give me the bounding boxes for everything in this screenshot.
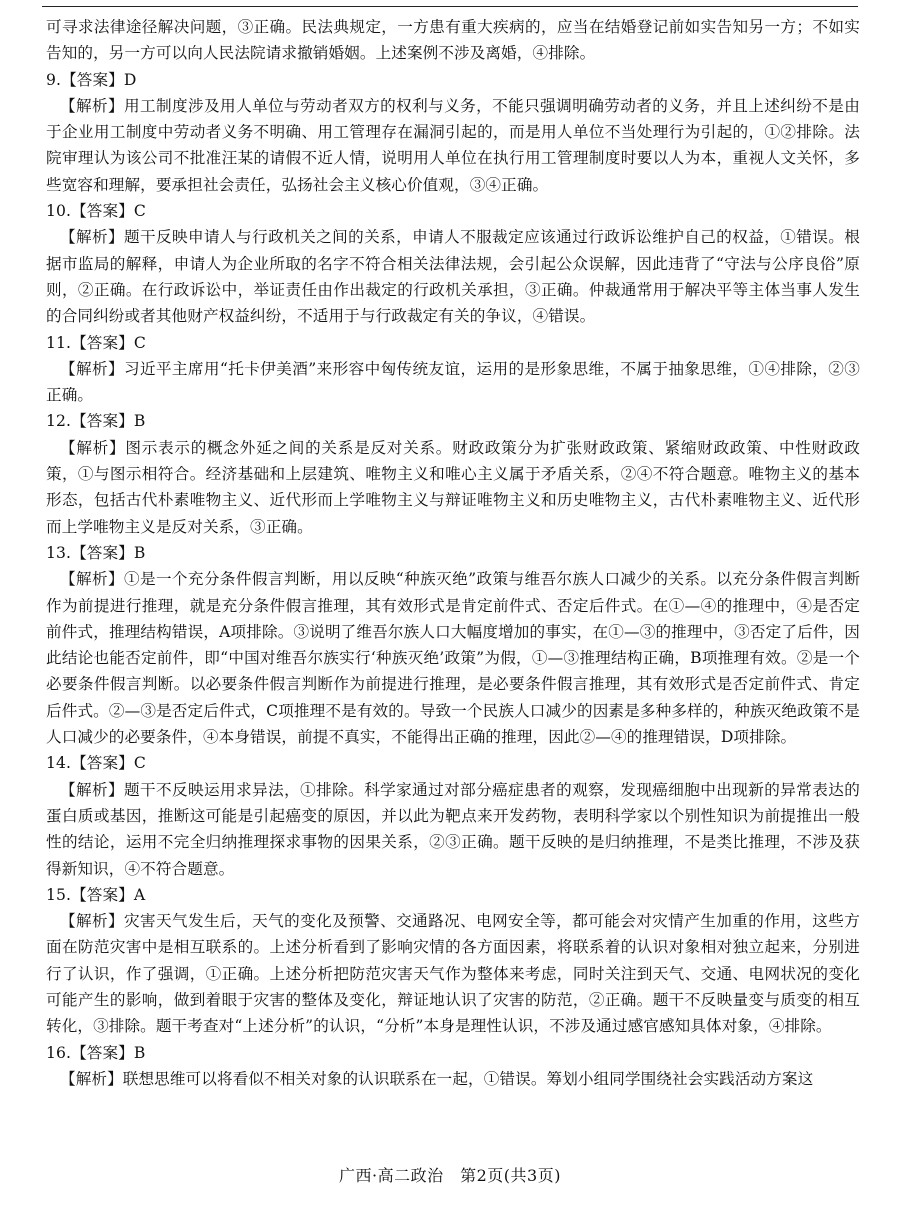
page-footer: 广西·高二政治 第2页(共3页)	[339, 1166, 561, 1185]
explanation-text: 【解析】题干反映申请人与行政机关之间的关系，申请人不服裁定应该通过行政诉讼维护自己的权益，①错误。根据市监局的解释，申请人为企业所取的名字不符合相关法律法规，会引起公众误解，因此违背了“守法与公序良俗”原则，②正确。在行政诉讼中，举证责任由作出裁定的行政机关承担，③正确。仲裁通常用于解决平等主体当事人发生的合同纠纷或者其他财产权益纠纷，不适用于与行政裁定有关的争议，④错误。	[46, 228, 860, 326]
answer-label: 13.【答案】B	[46, 543, 146, 562]
answer-label: 9.【答案】D	[46, 70, 137, 89]
answer-item-13	[46, 540, 860, 750]
answer-item-16	[46, 1040, 860, 1093]
explanation-text: 【解析】①是一个充分条件假言判断，用以反映“种族灭绝”政策与维吾尔族人口减少的关系。以充分条件假言判断作为前提进行推理，就是充分条件假言推理，其有效形式是肯定前件式、否定后件式。在①—④的推理中，④是否定前件式，推理结构错误，A项排除。③说明了维吾尔族人口大幅度增加的事实，在①—③的推理中，③否定了后件，因此结论也能否定前件，即“中国对维吾尔族实行‘种族灭绝’政策”为假，①—③推理结构正确，B项推理有效。②是一个必要条件假言判断。以必要条件假言判断作为前提进行推理，是必要条件假言推理，其有效形式是否定前件式、肯定后件式。②—③是否定后件式，C项推理不是有效的。导致一个民族人口减少的因素是多种多样的，种族灭绝政策不是人口减少的必要条件，④本身错误，前提不真实，不能得出正确的推理，因此②—④的推理错误，D项排除。	[46, 570, 860, 747]
explanation-text: 【解析】灾害天气发生后，天气的变化及预警、交通路况、电网安全等，都可能会对灾情产生加重的作用，这些方面在防范灾害中是相互联系的。上述分析看到了影响灾情的各方面因素，将联系着的认识对象相对独立起来，分别进行了认识，作了强调，①正确。上述分析把防范灾害天气作为整体来考虑，同时关注到天气、交通、电网状况的变化可能产生的影响，做到着眼于灾害的整体及变化，辩证地认识了灾害的防范，②正确。题干不反映量变与质变的相互转化，③排除。题干考查对“上述分析”的认识，“分析”本身是理性认识，不涉及通过感官感知具体对象，④排除。	[46, 912, 860, 1036]
explanation-text: 【解析】联想思维可以将看似不相关对象的认识联系在一起，①错误。筹划小组同学围绕社会实践活动方案这	[60, 1069, 814, 1088]
answer-item-12	[46, 408, 860, 539]
answer-item-10	[46, 198, 860, 329]
answer-item-15	[46, 882, 860, 1040]
answer-label: 12.【答案】B	[46, 412, 146, 431]
answer-label: 15.【答案】A	[46, 885, 146, 904]
explanation-text: 【解析】用工制度涉及用人单位与劳动者双方的权利与义务，不能只强调明确劳动者的义务，并且上述纠纷不是由于企业用工制度中劳动者义务不明确、用工管理存在漏洞引起的，而是用人单位不当处理行为引起的，①②排除。法院审理认为该公司不批准汪某的请假不近人情，说明用人单位在执行用工管理制度时要以人为本，重视人文关怀，多些宽容和理解，要承担社会责任，弘扬社会主义核心价值观，③④正确。	[46, 96, 860, 194]
answer-label: 16.【答案】B	[46, 1043, 146, 1062]
answer-analysis-body	[46, 14, 860, 1092]
explanation-text: 【解析】图示表示的概念外延之间的关系是反对关系。财政政策分为扩张财政政策、紧缩财政政策、中性财政政策，①与图示相符合。经济基础和上层建筑、唯物主义和唯心主义属于矛盾关系，②④不符合题意。唯物主义的基本形态，包括古代朴素唯物主义、近代形而上学唯物主义与辩证唯物主义和历史唯物主义，古代朴素唯物主义、近代形而上学唯物主义是反对关系，③正确。	[46, 438, 860, 536]
explanation-text: 【解析】习近平主席用“托卡伊美酒”来形容中匈传统友谊，运用的是形象思维，不属于抽象思维，①④排除，②③正确。	[46, 359, 860, 405]
continued-paragraph: 可寻求法律途径解决问题，③正确。民法典规定，一方患有重大疾病的，应当在结婚登记前如实告知另一方；不如实告知的，另一方可以向人民法院请求撤销婚姻。上述案例不涉及离婚，④排除。	[46, 18, 860, 63]
answer-label: 11.【答案】C	[46, 333, 146, 352]
answer-label: 10.【答案】C	[46, 202, 146, 221]
answer-item-11	[46, 330, 860, 409]
answer-item-9	[46, 67, 860, 198]
explanation-text: 【解析】题干不反映运用求异法，①排除。科学家通过对部分癌症患者的观察，发现癌细胞中出现新的异常表达的蛋白质或基因，推断这可能是引起癌变的原因，并以此为靶点来开发药物，表明科学家以个别性知识为前提推出一般性的结论，运用不完全归纳推理探求事物的因果关系，②③正确。题干反映的是归纳推理，不是类比推理，不涉及获得新知识，④不符合题意。	[46, 780, 860, 878]
answer-label: 14.【答案】C	[46, 754, 146, 773]
header-rule	[42, 6, 858, 7]
answer-item-14	[46, 750, 860, 881]
